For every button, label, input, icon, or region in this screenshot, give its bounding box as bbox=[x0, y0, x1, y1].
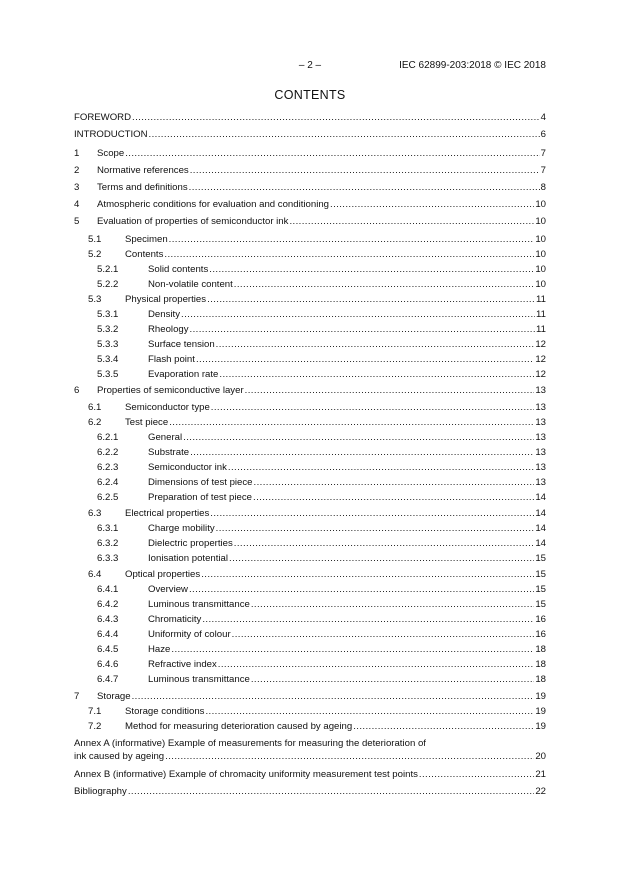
toc-entry-6-4-2[interactable] bbox=[97, 599, 546, 613]
toc-number: 6.4.6 bbox=[97, 659, 119, 670]
toc-leader bbox=[216, 523, 535, 534]
toc-title: Overview bbox=[148, 584, 188, 595]
toc-number: 7 bbox=[74, 691, 80, 702]
toc-leader bbox=[189, 584, 534, 595]
toc-title: Storage bbox=[97, 691, 131, 702]
toc-number: 5.3.3 bbox=[97, 339, 119, 350]
toc-leader bbox=[219, 369, 534, 380]
toc-page: 13 bbox=[535, 477, 546, 488]
toc-title: Method for measuring deterioration caused by ageing bbox=[125, 721, 353, 732]
toc-page: 19 bbox=[535, 691, 546, 702]
toc-leader bbox=[190, 324, 535, 335]
toc-title-cont: ink caused by ageing bbox=[74, 751, 165, 762]
toc-title: Evaluation of properties of semiconductor ink bbox=[97, 216, 289, 227]
toc-page: 12 bbox=[535, 354, 546, 365]
toc-page: 15 bbox=[535, 569, 546, 580]
toc-page: 13 bbox=[535, 385, 546, 396]
toc-leader bbox=[132, 112, 540, 123]
toc-page: 18 bbox=[535, 674, 546, 685]
toc-leader bbox=[196, 354, 534, 365]
toc-page: 10 bbox=[535, 279, 546, 290]
toc-leader bbox=[218, 659, 535, 670]
toc-entry-6-2-2[interactable] bbox=[97, 447, 546, 461]
toc-entry-5-3-1[interactable] bbox=[97, 309, 546, 323]
toc-number: 1 bbox=[74, 148, 80, 159]
toc-annex-a[interactable] bbox=[74, 738, 546, 765]
toc-number: 6.3.3 bbox=[97, 553, 119, 564]
toc-number: 3 bbox=[74, 182, 80, 193]
toc-page: 16 bbox=[535, 614, 546, 625]
toc-title: Luminous transmittance bbox=[148, 599, 250, 610]
toc-page: 13 bbox=[535, 447, 546, 458]
toc-leader bbox=[254, 477, 535, 488]
toc-page: 15 bbox=[535, 599, 546, 610]
toc-leader bbox=[205, 706, 534, 717]
toc-number: 5.3.1 bbox=[97, 309, 119, 320]
toc-entry-5-3-2[interactable] bbox=[97, 324, 546, 338]
toc-entry-3[interactable] bbox=[74, 182, 546, 196]
toc-leader bbox=[253, 492, 534, 503]
toc-entry-1[interactable] bbox=[74, 148, 546, 162]
toc-title: Surface tension bbox=[148, 339, 215, 350]
toc-number: 6.2.2 bbox=[97, 447, 119, 458]
toc-entry-5[interactable] bbox=[74, 216, 546, 230]
toc-entry-4[interactable] bbox=[74, 199, 546, 213]
toc-number: 6.4.5 bbox=[97, 644, 119, 655]
toc-leader bbox=[132, 691, 535, 702]
toc-leader bbox=[330, 199, 534, 210]
toc-number: 5 bbox=[74, 216, 80, 227]
toc-number: 6 bbox=[74, 385, 80, 396]
toc-leader bbox=[211, 402, 535, 413]
document-reference: IEC 62899-203:2018 © IEC 2018 bbox=[399, 60, 546, 71]
toc-page: 18 bbox=[535, 659, 546, 670]
toc-page: 7 bbox=[540, 148, 546, 159]
toc-entry-6-4-5[interactable] bbox=[97, 644, 546, 658]
toc-number: 6.4.7 bbox=[97, 674, 119, 685]
toc-leader bbox=[245, 385, 535, 396]
toc-leader bbox=[251, 599, 534, 610]
toc-entry-5-3-5[interactable] bbox=[97, 369, 546, 383]
toc-leader bbox=[128, 786, 535, 797]
toc-leader bbox=[190, 447, 534, 458]
toc-page: 14 bbox=[535, 508, 546, 519]
toc-title: Normative references bbox=[97, 165, 189, 176]
toc-leader bbox=[181, 309, 535, 320]
toc-title: Electrical properties bbox=[125, 508, 210, 519]
toc-title: Specimen bbox=[125, 234, 168, 245]
toc-page: 11 bbox=[536, 309, 546, 320]
toc-title: Optical properties bbox=[125, 569, 201, 580]
toc-leader bbox=[229, 553, 534, 564]
toc-title: Storage conditions bbox=[125, 706, 205, 717]
toc-annex-a-line2 bbox=[74, 751, 546, 765]
toc-page: 15 bbox=[535, 553, 546, 564]
toc-entry-6[interactable] bbox=[74, 385, 546, 399]
toc-title: Density bbox=[148, 309, 180, 320]
toc-number: 7.1 bbox=[88, 706, 102, 717]
toc-page: 12 bbox=[535, 369, 546, 380]
toc-title: Dimensions of test piece bbox=[148, 477, 253, 488]
toc-page: 16 bbox=[535, 629, 546, 640]
toc-title: Uniformity of colour bbox=[148, 629, 231, 640]
toc-title: Annex A (informative) Example of measurements for measuring the deterioration of bbox=[74, 738, 426, 749]
toc-title: Solid contents bbox=[148, 264, 209, 275]
toc-entry-6-3-2[interactable] bbox=[97, 538, 546, 552]
toc-number: 6.4.4 bbox=[97, 629, 119, 640]
toc-page: 19 bbox=[535, 706, 546, 717]
toc-title: Refractive index bbox=[148, 659, 217, 670]
toc-entry-7-2[interactable] bbox=[88, 721, 546, 735]
toc-title: Flash point bbox=[148, 354, 195, 365]
toc-number: 6.4.1 bbox=[97, 584, 119, 595]
toc-entry-6-3-1[interactable] bbox=[97, 523, 546, 537]
toc-title: Luminous transmittance bbox=[148, 674, 250, 685]
toc-title: Evaporation rate bbox=[148, 369, 219, 380]
toc-title: Chromaticity bbox=[148, 614, 202, 625]
toc-leader bbox=[232, 629, 535, 640]
toc-leader bbox=[201, 569, 534, 580]
toc-title: Semiconductor ink bbox=[148, 462, 227, 473]
toc-page: 18 bbox=[535, 644, 546, 655]
contents-heading: CONTENTS bbox=[274, 88, 346, 102]
toc-page: 13 bbox=[535, 417, 546, 428]
toc-title: Substrate bbox=[148, 447, 190, 458]
toc-page: 10 bbox=[535, 249, 546, 260]
toc-entry-5-3-3[interactable] bbox=[97, 339, 546, 353]
toc-page: 6 bbox=[540, 129, 546, 140]
toc-number: 6.3.1 bbox=[97, 523, 119, 534]
toc-introduction[interactable] bbox=[74, 129, 546, 143]
toc-title: Charge mobility bbox=[148, 523, 215, 534]
toc-title: Atmospheric conditions for evaluation and conditioning bbox=[97, 199, 329, 210]
toc-entry-6-2-3[interactable] bbox=[97, 462, 546, 476]
page-number: – 2 – bbox=[298, 60, 322, 71]
toc-title: Haze bbox=[148, 644, 171, 655]
toc-number: 6.3 bbox=[88, 508, 102, 519]
toc-entry-5-2-2[interactable] bbox=[97, 279, 546, 293]
toc-leader bbox=[190, 165, 540, 176]
toc-leader bbox=[164, 249, 534, 260]
toc-title: Contents bbox=[125, 249, 164, 260]
toc-title: Semiconductor type bbox=[125, 402, 210, 413]
toc-entry-6-4-7[interactable] bbox=[97, 674, 546, 688]
toc-entry-6-2-4[interactable] bbox=[97, 477, 546, 491]
toc-entry-6-3-3[interactable] bbox=[97, 553, 546, 567]
toc-title: Physical properties bbox=[125, 294, 207, 305]
toc-number: 6.4 bbox=[88, 569, 102, 580]
toc-entry-6-2[interactable] bbox=[88, 417, 546, 431]
toc-page: 14 bbox=[535, 492, 546, 503]
toc-number: 6.1 bbox=[88, 402, 102, 413]
toc-page: 10 bbox=[535, 264, 546, 275]
toc-title: Scope bbox=[97, 148, 125, 159]
toc-leader bbox=[202, 614, 534, 625]
toc-page: 8 bbox=[540, 182, 546, 193]
toc-page: 19 bbox=[535, 721, 546, 732]
toc-entry-6-2-1[interactable] bbox=[97, 432, 546, 446]
toc-number: 6.3.2 bbox=[97, 538, 119, 549]
toc-leader bbox=[149, 129, 540, 140]
toc-page: 12 bbox=[535, 339, 546, 350]
toc-number: 5.2.2 bbox=[97, 279, 119, 290]
toc-number: 5.2.1 bbox=[97, 264, 119, 275]
toc-entry-6-4-1[interactable] bbox=[97, 584, 546, 598]
toc-number: 6.2 bbox=[88, 417, 102, 428]
toc-page: 22 bbox=[535, 786, 546, 797]
toc-leader bbox=[289, 216, 534, 227]
toc-entry-6-4-4[interactable] bbox=[97, 629, 546, 643]
toc-leader bbox=[419, 769, 534, 780]
toc-page: 10 bbox=[535, 199, 546, 210]
toc-leader bbox=[189, 182, 540, 193]
toc-bibliography[interactable] bbox=[74, 786, 546, 800]
toc-page: 10 bbox=[535, 234, 546, 245]
toc-entry-2[interactable] bbox=[74, 165, 546, 179]
toc-entry-5-2-1[interactable] bbox=[97, 264, 546, 278]
toc-number: 6.4.2 bbox=[97, 599, 119, 610]
toc-page: 21 bbox=[535, 769, 546, 780]
toc-title: Ionisation potential bbox=[148, 553, 229, 564]
toc-page: 4 bbox=[540, 112, 546, 123]
toc-leader bbox=[209, 264, 534, 275]
toc-leader bbox=[207, 294, 535, 305]
toc-number: 6.2.4 bbox=[97, 477, 119, 488]
toc-title: FOREWORD bbox=[74, 112, 132, 123]
toc-number: 4 bbox=[74, 199, 80, 210]
toc-number: 5.3.5 bbox=[97, 369, 119, 380]
toc-page: 11 bbox=[536, 324, 546, 335]
toc-title: Terms and definitions bbox=[97, 182, 188, 193]
toc-title: Properties of semiconductive layer bbox=[97, 385, 244, 396]
toc-title: Bibliography bbox=[74, 786, 127, 797]
toc-entry-6-3[interactable] bbox=[88, 508, 546, 522]
toc-title: Annex B (informative) Example of chromacity uniformity measurement test points bbox=[74, 769, 418, 780]
toc-entry-7-1[interactable] bbox=[88, 706, 546, 720]
toc-page: 13 bbox=[535, 432, 546, 443]
toc-page: 14 bbox=[535, 538, 546, 549]
toc-number: 5.2 bbox=[88, 249, 102, 260]
toc-page: 10 bbox=[535, 216, 546, 227]
toc-number: 5.3.4 bbox=[97, 354, 119, 365]
toc-leader bbox=[234, 279, 535, 290]
toc-entry-5-1[interactable] bbox=[88, 234, 546, 248]
toc-leader bbox=[228, 462, 534, 473]
toc-leader bbox=[169, 417, 534, 428]
toc-title: General bbox=[148, 432, 183, 443]
toc-number: 6.2.1 bbox=[97, 432, 119, 443]
toc-leader bbox=[183, 432, 534, 443]
toc-number: 5.3 bbox=[88, 294, 102, 305]
toc-title: Preparation of test piece bbox=[148, 492, 252, 503]
toc-page: 15 bbox=[535, 584, 546, 595]
toc-leader bbox=[216, 339, 535, 350]
toc-title: Rheology bbox=[148, 324, 189, 335]
toc-leader bbox=[234, 538, 535, 549]
toc-page: 7 bbox=[540, 165, 546, 176]
toc-number: 5.1 bbox=[88, 234, 102, 245]
toc-entry-6-2-5[interactable] bbox=[97, 492, 546, 506]
toc-entry-6-1[interactable] bbox=[88, 402, 546, 416]
toc-title: Non-volatile content bbox=[148, 279, 233, 290]
toc-entry-6-4-3[interactable] bbox=[97, 614, 546, 628]
toc-leader bbox=[171, 644, 534, 655]
toc-page: 14 bbox=[535, 523, 546, 534]
toc-title: Dielectric properties bbox=[148, 538, 233, 549]
toc-foreword[interactable] bbox=[74, 112, 546, 126]
toc-number: 5.3.2 bbox=[97, 324, 119, 335]
toc-entry-5-2[interactable] bbox=[88, 249, 546, 263]
toc-title: Test piece bbox=[125, 417, 169, 428]
toc-entry-6-4-6[interactable] bbox=[97, 659, 546, 673]
toc-entry-5-3-4[interactable] bbox=[97, 354, 546, 368]
toc-leader bbox=[251, 674, 534, 685]
toc-entry-6-4[interactable] bbox=[88, 569, 546, 583]
toc-leader bbox=[210, 508, 534, 519]
toc-page: 13 bbox=[535, 402, 546, 413]
toc-number: 6.4.3 bbox=[97, 614, 119, 625]
toc-entry-7[interactable] bbox=[74, 691, 546, 705]
toc-entry-5-3[interactable] bbox=[88, 294, 546, 308]
toc-title: INTRODUCTION bbox=[74, 129, 148, 140]
toc-number: 6.2.3 bbox=[97, 462, 119, 473]
toc-leader bbox=[169, 234, 535, 245]
toc-number: 2 bbox=[74, 165, 80, 176]
toc-page: 20 bbox=[535, 751, 546, 762]
toc-page: 13 bbox=[535, 462, 546, 473]
toc-leader bbox=[165, 751, 534, 762]
toc-leader bbox=[125, 148, 539, 159]
toc-number: 7.2 bbox=[88, 721, 102, 732]
toc-number: 6.2.5 bbox=[97, 492, 119, 503]
toc-annex-b[interactable] bbox=[74, 769, 546, 783]
toc-page: 11 bbox=[536, 294, 546, 305]
toc-leader bbox=[353, 721, 534, 732]
